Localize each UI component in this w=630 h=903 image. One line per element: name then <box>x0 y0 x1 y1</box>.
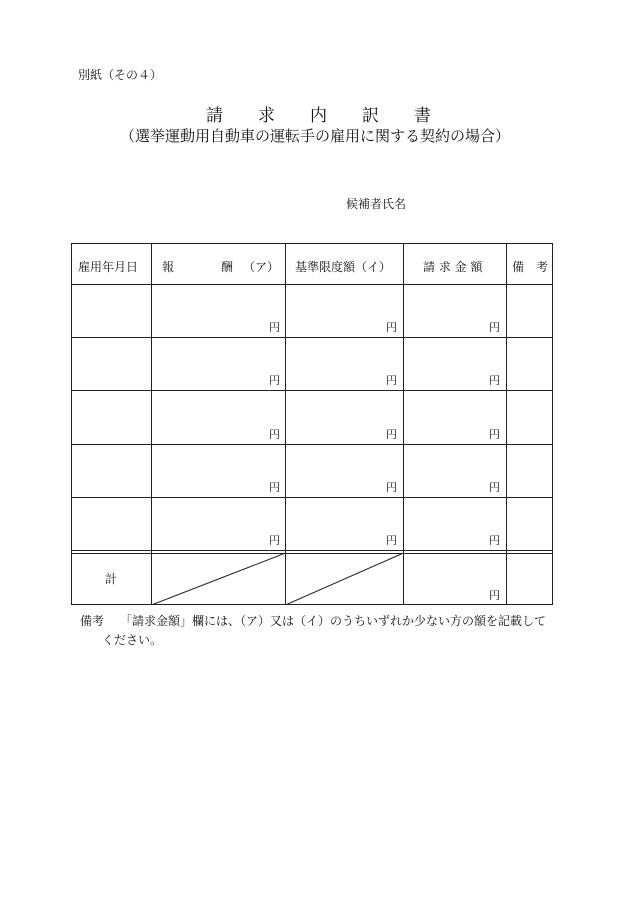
yen-unit: 円 <box>269 428 280 441</box>
document-title <box>206 101 432 126</box>
yen-unit: 円 <box>489 321 500 334</box>
yen-unit: 円 <box>489 481 500 494</box>
header-reward-marker: （ア） <box>243 260 280 274</box>
remarks-note-line-1 <box>80 612 560 631</box>
remarks-note <box>80 612 560 650</box>
yen-unit: 円 <box>386 481 397 494</box>
yen-unit: 円 <box>269 481 280 494</box>
header-reward-char-2: 酬 <box>221 260 234 274</box>
yen-unit: 円 <box>269 321 280 334</box>
yen-unit: 円 <box>269 374 280 387</box>
header-employment-date: 雇用年月日 <box>78 260 139 274</box>
title-char: 請 <box>206 106 224 126</box>
yen-unit: 円 <box>489 374 500 387</box>
title-char: 訳 <box>362 106 380 126</box>
total-label: 計 <box>105 572 118 586</box>
header-claim-amount: 請 求 金 額 <box>423 260 483 274</box>
yen-unit: 円 <box>269 534 280 547</box>
yen-unit: 円 <box>489 534 500 547</box>
claim-breakdown-table <box>71 243 553 605</box>
yen-unit: 円 <box>489 589 500 602</box>
candidate-name-label: 候補者氏名 <box>346 197 407 211</box>
header-remarks: 備 考 <box>512 260 549 274</box>
yen-unit: 円 <box>386 374 397 387</box>
title-char: 書 <box>414 106 432 126</box>
yen-unit: 円 <box>386 428 397 441</box>
document-subtitle: （選挙運動用自動車の運転手の雇用に関する契約の場合） <box>119 127 510 145</box>
table-grid <box>71 243 553 605</box>
remarks-note-text: 「請求金額」欄には、（ア）又は（イ）のうちいずれか少ない方の額を記載して <box>120 614 547 628</box>
header-reward-char-1: 報 <box>162 260 175 274</box>
title-char: 求 <box>258 106 276 126</box>
remarks-note-label: 備考 <box>80 614 105 628</box>
yen-unit: 円 <box>386 321 397 334</box>
attachment-label: 別紙（その４） <box>78 68 163 82</box>
yen-unit: 円 <box>489 428 500 441</box>
yen-unit: 円 <box>386 534 397 547</box>
remarks-note-line-2: ください。 <box>102 633 163 647</box>
header-standard-limit: 基準限度額（イ） <box>295 260 392 274</box>
title-char: 内 <box>310 106 328 126</box>
